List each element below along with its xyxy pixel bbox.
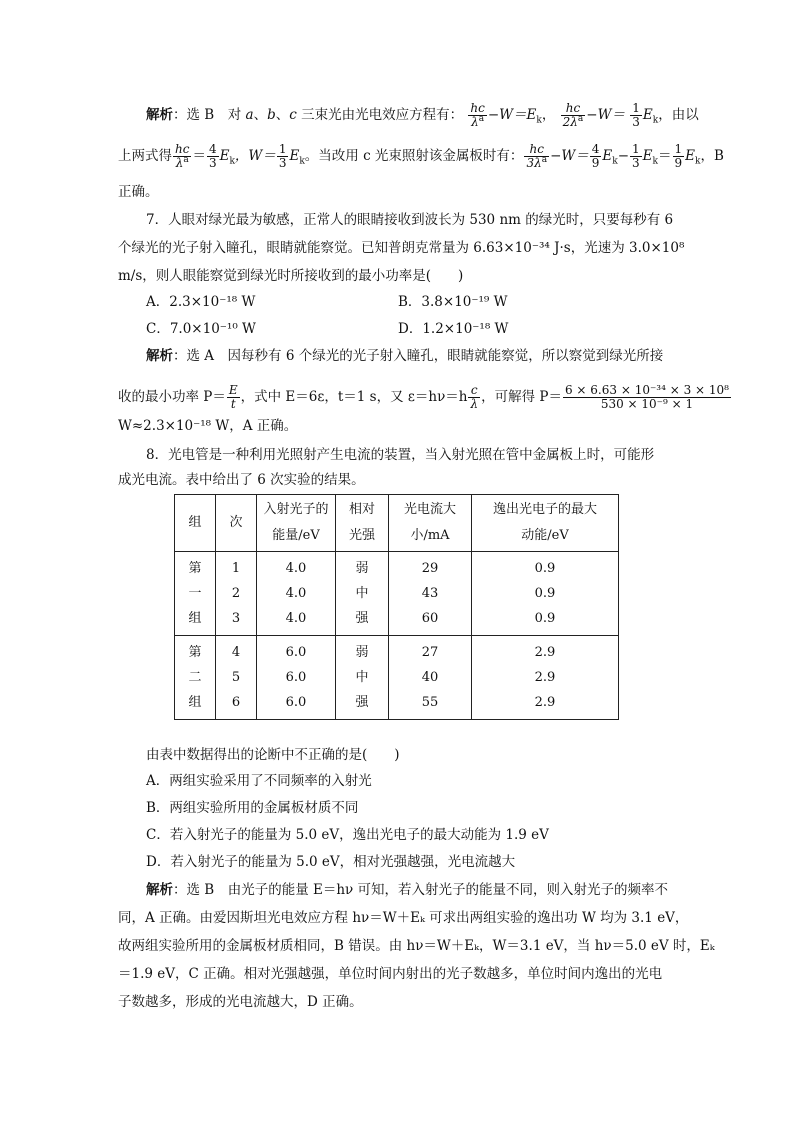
solution-6-line-2: 上两式得 $\frac{hc}{\lambda^a}$ ＝ $\frac{4}{3}$ $E_k$，W＝ $\frac{1}{3}$ $E_k$。当改用 c 光束照射该金属板时有： $\frac{hc}{3\lambda^a}$ −W＝ $\frac{4}{9}$ $E_k-$ $\frac{1}{3}$ $E_k=$ $\frac{1}{9}$ $E_k$，B <box>118 142 724 170</box>
question-7-line-1: 7．人眼对绿光最为敏感，正常人的眼睛接收到波长为 530 nm 的绿光时，只要每秒有 6 <box>146 212 674 228</box>
group-cell: 第 一 组 <box>175 552 216 636</box>
solution-8-line-5: 子数越多，形成的光电流越大，D 正确。 <box>118 994 363 1010</box>
table-cell: 29 43 60 <box>389 552 472 636</box>
solution-8-line-3: 故两组实验所用的金属板材质相同，B 错误。由 hν＝W＋Eₖ，W＝3.1 eV，当 hν＝5.0 eV 时，Eₖ <box>118 938 715 954</box>
table-cell: 6.0 6.0 6.0 <box>257 636 336 720</box>
question-7-line-3: m/s，则人眼能察觉到绿光时所接收到的最小功率是( ) <box>118 268 464 284</box>
question-8-stem: 由表中数据得出的论断中不正确的是( ) <box>146 747 400 763</box>
table-header: 组 <box>175 495 216 552</box>
fraction: $\frac{1}{3}$ <box>632 101 640 129</box>
solution-8-line-2: 同，A 正确。由爱因斯坦光电效应方程 hν＝W＋Eₖ 可求出两组实验的逸出功 W 均为 3.1 eV， <box>118 910 689 926</box>
q7-option-a: A．2.3×10⁻¹⁸ W <box>146 294 256 310</box>
table-cell: 0.9 0.9 0.9 <box>472 552 619 636</box>
results-table <box>174 494 619 720</box>
table-cell: 27 40 55 <box>389 636 472 720</box>
q8-option-b: B．两组实验所用的金属板材质不同 <box>146 800 359 816</box>
fraction: $\frac{hc}{2\lambda^a}$ <box>562 101 584 129</box>
solution-8-line-1: 解析：选 B 由光子的能量 E＝hν 可知，若入射光子的能量不同，则入射光子的频率不 <box>146 882 669 898</box>
fraction: $\frac{hc}{\lambda^a}$ <box>175 142 190 170</box>
q7-option-c: C．7.0×10⁻¹⁰ W <box>146 321 256 337</box>
fraction: $\frac{1}{3}$ <box>278 142 287 170</box>
fraction: $\frac{1}{9}$ <box>674 142 683 170</box>
group-cell: 第 二 组 <box>175 636 216 720</box>
solution-6-line-1: 解析：选 B 对 a、b、c 三束光由光电效应方程有： $\frac{hc}{\lambda^a}$ $-W=E_k$， $\frac{hc}{2\lambda^a}$ −W＝ $\frac{1}{3}$ $E_k$，由以 <box>146 101 699 129</box>
solution-7-line-1: 解析：选 A 因每秒有 6 个绿光的光子射入瞳孔，眼睛就能察觉，所以察觉到绿光所接 <box>146 348 664 364</box>
q7-option-d: D．1.2×10⁻¹⁸ W <box>398 321 509 337</box>
table-row <box>175 552 619 636</box>
table-cell: 2.9 2.9 2.9 <box>472 636 619 720</box>
question-7-line-2: 个绿光的光子射入瞳孔，眼睛就能察觉。已知普朗克常量为 6.63×10⁻³⁴ J·s，光速为 3.0×10⁸ <box>118 240 685 256</box>
fraction: $\frac{hc}{3\lambda^a}$ <box>526 142 548 170</box>
table-cell: 1 2 3 <box>216 552 257 636</box>
q7-option-b: B．3.8×10⁻¹⁹ W <box>398 294 508 310</box>
table-header: 次 <box>216 495 257 552</box>
fraction: $\frac{4}{3}$ <box>208 142 217 170</box>
table-header-row <box>175 495 619 552</box>
fraction: $\frac{\text{6 × 6.63 × 10⁻³⁴ × 3 × 10⁸}}{\text{530 × 10⁻⁹ × 1}}$ <box>564 383 729 411</box>
fraction: $\frac{c}{\lambda}$ <box>470 383 479 411</box>
table-cell: 4.0 4.0 4.0 <box>257 552 336 636</box>
fraction: $\frac{E}{t}$ <box>228 383 238 411</box>
table-header: 逸出光电子的最大 动能/eV <box>472 495 619 552</box>
fraction: $\frac{hc}{\lambda^a}$ <box>470 101 485 129</box>
table-header: 入射光子的 能量/eV <box>257 495 336 552</box>
table-cell: 弱 中 强 <box>336 552 389 636</box>
solution-7-line-3: W≈2.3×10⁻¹⁸ W，A 正确。 <box>118 418 298 434</box>
solution-8-line-4: ＝1.9 eV，C 正确。相对光强越强，单位时间内射出的光子数越多，单位时间内逸出的光电 <box>118 966 663 982</box>
fraction: $\frac{1}{3}$ <box>632 142 640 170</box>
fraction: $\frac{4}{9}$ <box>591 142 600 170</box>
solution-6-line-3: 正确。 <box>118 184 159 200</box>
q8-option-c: C．若入射光子的能量为 5.0 eV，逸出光电子的最大动能为 1.9 eV <box>146 827 549 843</box>
table-row <box>175 636 619 720</box>
question-8-line-1: 8．光电管是一种利用光照射产生电流的装置，当入射光照在管中金属板上时，可能形 <box>146 447 655 463</box>
table-header: 光电流大 小/mA <box>389 495 472 552</box>
q8-option-d: D．若入射光子的能量为 5.0 eV，相对光强越强，光电流越大 <box>146 854 516 870</box>
q8-option-a: A．两组实验采用了不同频率的入射光 <box>146 773 372 789</box>
table-cell: 4 5 6 <box>216 636 257 720</box>
question-8-line-2: 成光电流。表中给出了 6 次实验的结果。 <box>118 472 365 488</box>
solution-7-line-2: 收的最小功率 P＝ $\frac{E}{t}$ ，式中 E＝6ε，t＝1 s，又 ε＝hν＝h $\frac{c}{\lambda}$ ，可解得 P＝ $\frac{\text{6 × 6.63 × 10⁻³⁴ × 3 × 10⁸}}{\text{530 × 10⁻⁹ × 1}}$ <box>118 383 729 411</box>
table-header: 相对 光强 <box>336 495 389 552</box>
table-cell: 弱 中 强 <box>336 636 389 720</box>
